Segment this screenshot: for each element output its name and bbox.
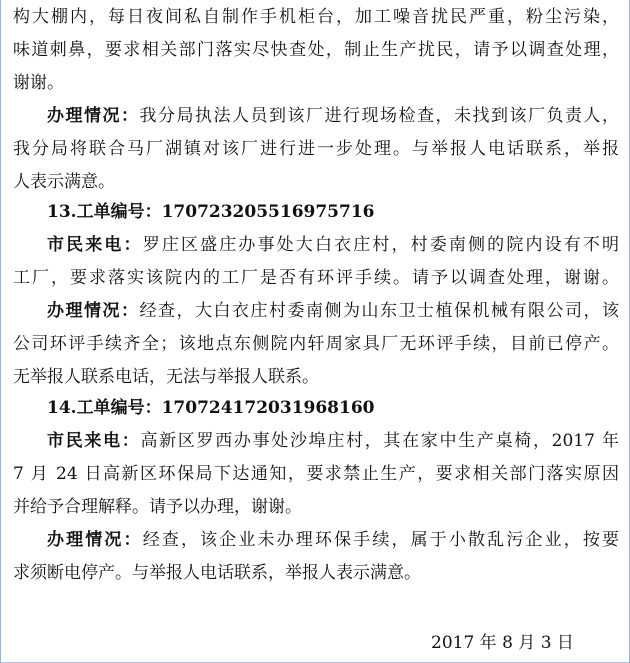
ticket-number: 170724172031968160	[161, 398, 375, 418]
ticket-heading: 13.工单编号：170723205516975716	[47, 202, 375, 222]
paragraph-line: 7 月 24 日高新区环保局下达通知，要求禁止生产，要求相关部门落实原因	[13, 464, 619, 484]
paragraph-line: 无举报人联系电话，无法与举报人联系。	[13, 367, 319, 387]
paragraph-line: 我分局将联合马厂湖镇对该厂进行进一步处理。与举报人电话联系，举报	[13, 139, 619, 159]
paragraph-line: 工厂，要求落实该院内的工厂是否有环评手续。请予以调查处理，谢谢。	[13, 268, 619, 288]
paragraph-line: 办理情况：经查，大白衣庄村委南侧为山东卫士植保机械有限公司，该	[47, 301, 619, 321]
ticket-heading: 14.工单编号：170724172031968160	[47, 398, 375, 418]
paragraph-line: 人表示满意。	[13, 172, 115, 192]
paragraph-line: 味道刺鼻，要求相关部门落实尽快查处，制止生产扰民，请予以调查处理，	[13, 40, 619, 60]
paragraph-line: 办理情况：我分局执法人员到该厂进行现场检查，未找到该厂负责人，	[47, 106, 619, 126]
paragraph-line: 公司环评手续齐全；该地点东侧院内轩周家具厂无环评手续，目前已停产。	[13, 334, 619, 354]
document-date: 2017 年 8 月 3 日	[431, 633, 574, 653]
paragraph-line: 并给予合理解释。请予以办理，谢谢。	[13, 497, 302, 517]
paragraph-line: 办理情况：经查，该企业未办理环保手续，属于小散乱污企业，按要	[47, 530, 619, 550]
paragraph-line: 谢谢。	[13, 73, 64, 93]
handling-label: 办理情况：	[47, 530, 143, 550]
paragraph-line: 市民来电：罗庄区盛庄办事处大白衣庄村，村委南侧的院内设有不明	[47, 235, 619, 255]
paragraph-line: 求须断电停产。与举报人电话联系，举报人表示满意。	[13, 563, 421, 583]
handling-label: 办理情况：	[47, 301, 140, 321]
caller-label: 市民来电：	[47, 431, 141, 451]
paragraph-line: 构大棚内，每日夜间私自制作手机柜台，加工噪音扰民严重，粉尘污染，	[13, 7, 619, 27]
paragraph-line: 市民来电：高新区罗西办事处沙埠庄村，其在家中生产桌椅，2017 年	[47, 431, 619, 451]
caller-label: 市民来电：	[47, 235, 143, 255]
ticket-number: 170723205516975716	[161, 202, 375, 222]
handling-label: 办理情况：	[47, 106, 140, 126]
